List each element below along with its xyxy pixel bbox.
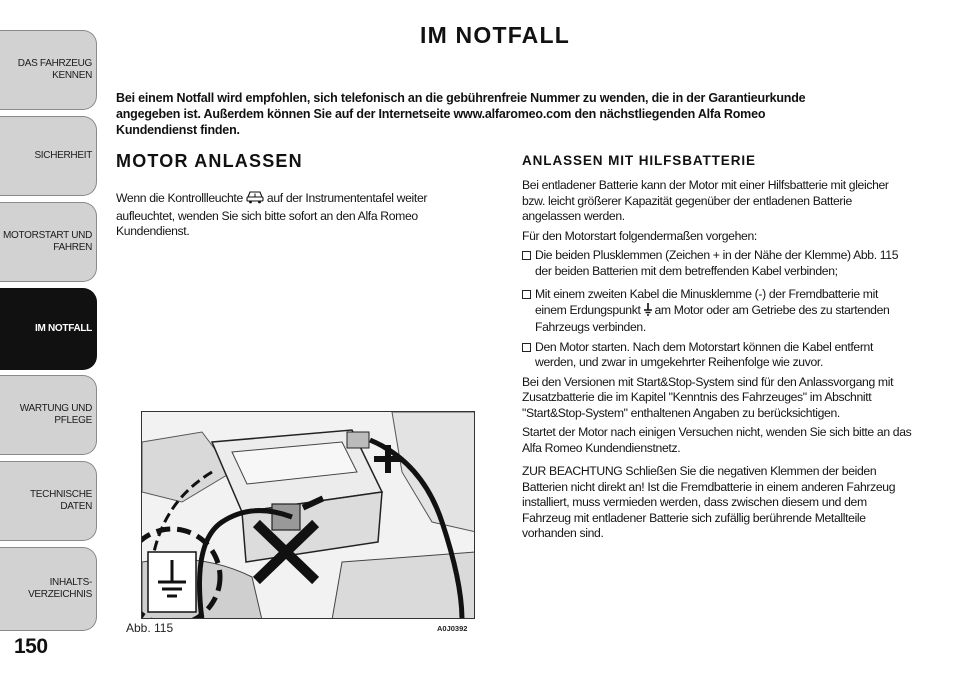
left-text-part2: auf der Instrumententafel weiter aufleuchtet, wenden Sie sich bitte sofort an den Alfa Romeo Kundendienst. [116,191,428,238]
paragraph-warning: ZUR BEACHTUNG Schließen Sie die negativen Klemmen der beiden Batterien nicht direkt an! Ist die Fremdbatterie in einem anderen Fahrzeug installiert, muss vermieden werden, dass zwischen diesem und dem Fahrzeug mit entladener Batterie sich zufällig berührende Metallteile vorhanden sind. [522,464,896,540]
checkbox-bullet-icon [522,251,531,260]
battery-jumpstart-illustration [141,411,475,619]
checkbox-bullet-icon [522,290,531,299]
page-number: 150 [14,635,48,658]
sidebar-tab-motorstart-und-fahren[interactable]: MOTORSTART UND FAHREN [0,202,97,282]
paragraph-battery-intro: Bei entladener Batterie kann der Motor mit einer Hilfsbatterie mit gleicher bzw. leicht größerer Kapazität gegenüber der entladenen Batterie angelassen werden. [522,178,889,223]
sidebar-tab-im-notfall[interactable]: IM NOTFALL [0,288,97,370]
figure-caption: Abb. 115 [126,621,174,635]
list-item-text-part2: am Motor oder am Getriebe des zu startenden Fahrzeugs verbinden. [535,302,890,334]
sidebar-tab-wartung-und-pflege[interactable]: WARTUNG UND PFLEGE [0,375,97,455]
list-item-text [535,287,912,336]
list-item [522,287,912,336]
warning-light-icon [245,190,265,209]
checkbox-bullet-icon [522,343,531,352]
left-paragraph [116,190,481,240]
page-title: IM NOTFALL [420,22,570,48]
right-column [522,178,912,546]
sidebar-tab-sicherheit[interactable]: SICHERHEIT [0,116,97,196]
list-item-text: Die beiden Plusklemmen (Zeichen + in der Nähe der Klemme) Abb. 115 der beiden Batterien mit dem betreffenden Kabel verbinden; [535,248,899,278]
list-item-text-part1: Mit einem zweiten Kabel die Minusklemme (-) der Fremdbatterie mit einem Erdungspunkt [535,287,878,317]
paragraph-procedure-intro: Für den Motorstart folgendermaßen vorgehen: [522,228,757,243]
figure-code: A0J0392 [437,624,468,633]
left-text-part1: Wenn die Kontrollleuchte [116,191,243,205]
sidebar-tab-das-fahrzeug-kennen[interactable]: DAS FAHRZEUG KENNEN [0,30,97,110]
list-item [522,340,912,371]
sidebar-tab-inhaltsverzeichnis[interactable]: INHALTS- VERZEICHNIS [0,547,97,631]
sidebar-tab-technische-daten[interactable]: TECHNISCHE DATEN [0,461,97,541]
ground-symbol-icon [643,303,653,321]
list-item-text: Den Motor starten. Nach dem Motorstart können die Kabel entfernt werden, und zwar in umgekehrter Reihenfolge wie zuvor. [535,339,873,369]
paragraph-start-stop: Bei den Versionen mit Start&Stop-System sind für den Anlassvorgang mit Zusatzbatterie die im Kapitel "Kenntnis des Fahrzeuges" im Abschnitt "Start&Stop-System" enthaltenen Angaben zu berücksichtigen. [522,374,894,420]
section-heading-hilfsbatterie: ANLASSEN MIT HILFSBATTERIE [522,153,756,168]
intro-paragraph: Bei einem Notfall wird empfohlen, sich telefonisch an die gebührenfreie Nummer zu wenden, die in der Garantieurkunde angegeben ist. Außerdem können Sie auf der Internetseite www.alfaromeo.com den nächstliegenden Alfa Romeo Kundendienst finden. [116,91,806,137]
section-heading-motor-anlassen: MOTOR ANLASSEN [116,151,303,171]
paragraph-dealer: Startet der Motor nach einigen Versuchen nicht, wenden Sie sich bitte an das Alfa Romeo Kundendienstnetz. [522,425,912,455]
list-item [522,248,912,279]
